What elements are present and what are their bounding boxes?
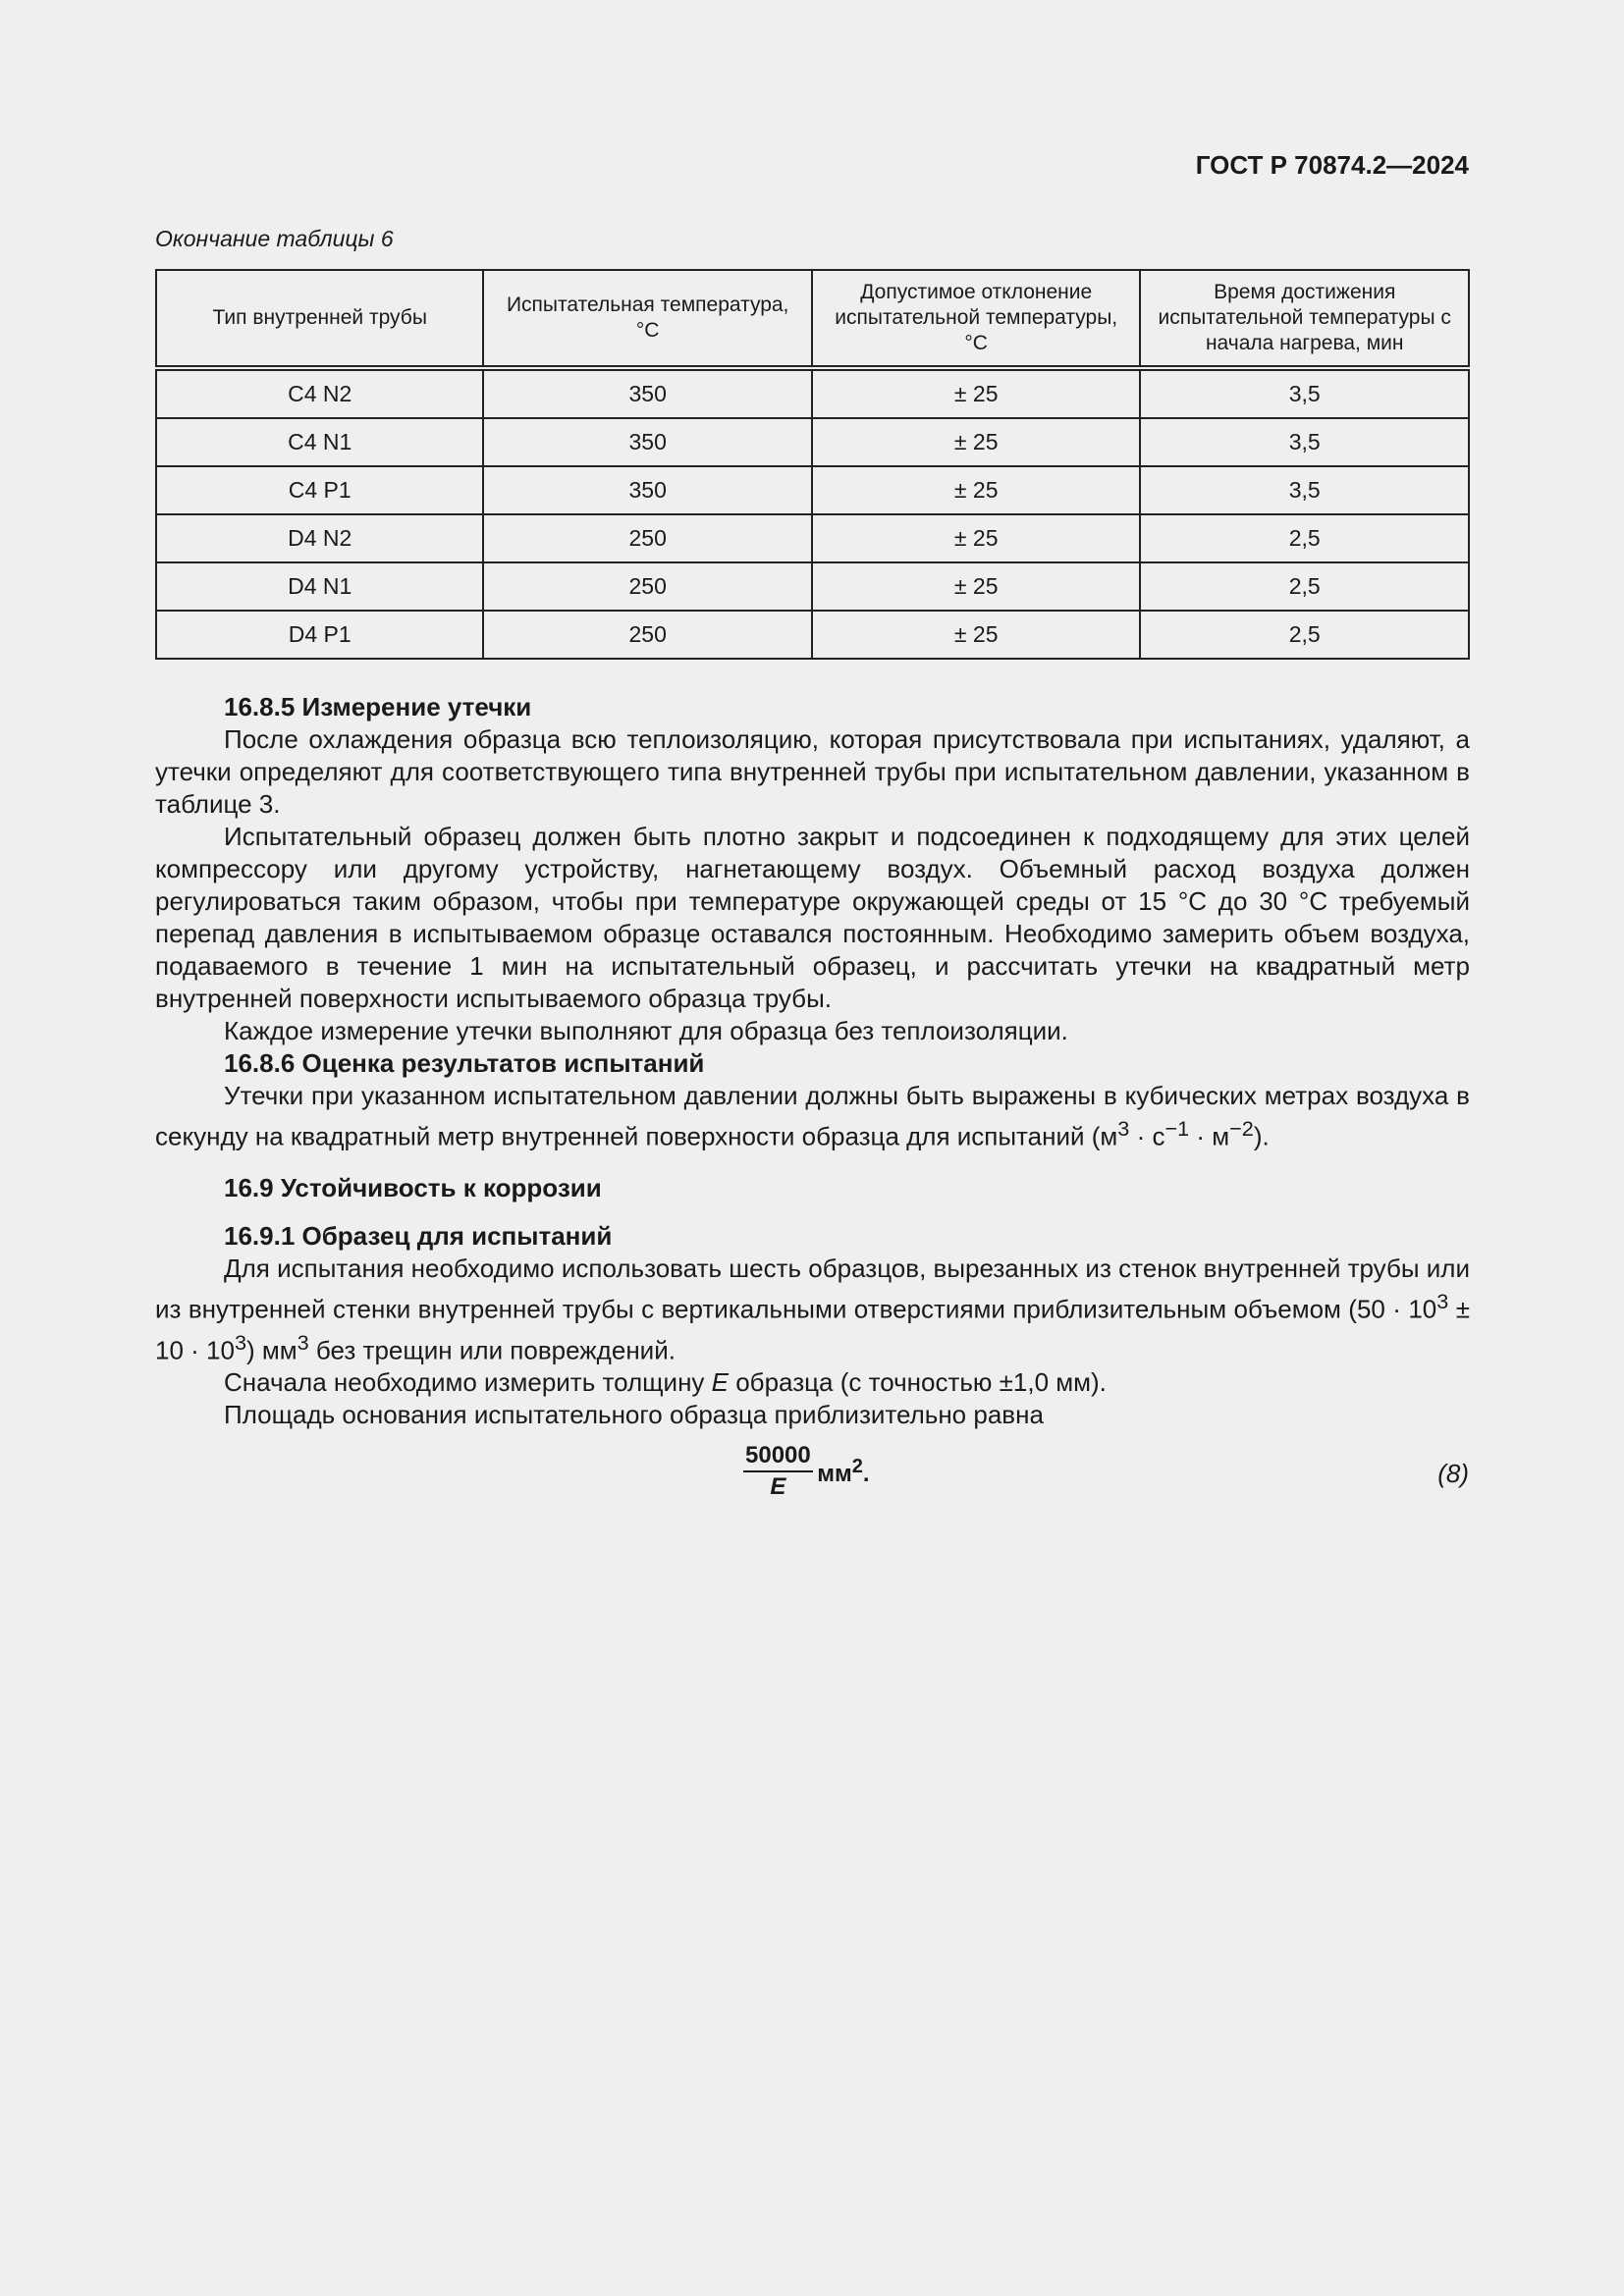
section-16-9 bbox=[155, 1172, 1470, 1204]
table-row bbox=[156, 514, 1469, 562]
table-cell: ± 25 bbox=[812, 418, 1141, 466]
table-cell: 250 bbox=[483, 611, 812, 659]
table-row bbox=[156, 368, 1469, 418]
paragraph: Утечки при указанном испытательном давлении должны быть выражены в кубических метрах воздуха в секунду на квадратный метр внутренней поверхности образца для испытаний $(м^3 \cdot с^{-1} \cdot м^{-2})$. bbox=[155, 1081, 1470, 1151]
table-cell: 3,5 bbox=[1140, 466, 1469, 514]
table-row bbox=[156, 562, 1469, 611]
table-cell: ± 25 bbox=[812, 611, 1141, 659]
table-6 bbox=[155, 269, 1470, 660]
table-header-row bbox=[156, 270, 1469, 368]
table-cell: D4 N1 bbox=[156, 562, 483, 611]
table-cell: 350 bbox=[483, 466, 812, 514]
table-cell: C4 P1 bbox=[156, 466, 483, 514]
section-16-8-5 bbox=[155, 691, 1470, 1153]
paragraph: Площадь основания испытательного образца приблизительно равна bbox=[224, 1400, 1044, 1430]
table-cell: 2,5 bbox=[1140, 611, 1469, 659]
table-cell: D4 N2 bbox=[156, 514, 483, 562]
table-row bbox=[156, 418, 1469, 466]
formula-8: $\frac{50000}{E}$ $мм^2$. bbox=[745, 1442, 870, 1500]
paragraph: Каждое измерение утечки выполняют для образца без теплоизоляции. bbox=[224, 1016, 1068, 1045]
section-heading: 16.8.6 Оценка результатов испытаний bbox=[224, 1048, 705, 1078]
table-cell: 350 bbox=[483, 368, 812, 418]
table-cell: 350 bbox=[483, 418, 812, 466]
table-cell: 3,5 bbox=[1140, 368, 1469, 418]
table-cell: 250 bbox=[483, 562, 812, 611]
section-heading: 16.8.5 Измерение утечки bbox=[224, 692, 532, 721]
paragraph: Сначала необходимо измерить толщину E образца (с точностью ±1,0 мм). bbox=[224, 1367, 1107, 1398]
document-code: ГОСТ Р 70874.2—2024 bbox=[1195, 150, 1469, 180]
table-cell: ± 25 bbox=[812, 466, 1141, 514]
table-cell: 2,5 bbox=[1140, 562, 1469, 611]
paragraph: Испытательный образец должен быть плотно закрыт и подсоединен к подходящему для этих целей компрессору или другому устройству, нагнетающему воздух. Объемный расход воздуха должен регулироваться таким образом, чтобы при температуре окружающей среды от 15 °С до 30 °С требуемый перепад давления в испытываемом образце оставался постоянным. Необходимо замерить объем воздуха, подаваемого в течение 1 мин на испытательный образец, и рассчитать утечки на квадратный метр внутренней поверхности испытываемого образца трубы. bbox=[155, 822, 1470, 1013]
fraction: $\frac{50000}{E}$ bbox=[745, 1442, 811, 1500]
table-header-cell: Время достижения испытательной температуры с начала нагрева, мин bbox=[1140, 270, 1469, 368]
table-cell: C4 N1 bbox=[156, 418, 483, 466]
table-cell: C4 N2 bbox=[156, 368, 483, 418]
table-cell: 250 bbox=[483, 514, 812, 562]
table-header-cell: Допустимое отклонение испытательной температуры, °С bbox=[812, 270, 1141, 368]
table-row bbox=[156, 466, 1469, 514]
table-row bbox=[156, 611, 1469, 659]
table-cell: ± 25 bbox=[812, 562, 1141, 611]
table-header-cell: Тип внутренней трубы bbox=[156, 270, 483, 368]
table-cell: ± 25 bbox=[812, 514, 1141, 562]
table-cell: ± 25 bbox=[812, 368, 1141, 418]
table-cell: 2,5 bbox=[1140, 514, 1469, 562]
paragraph: Для испытания необходимо использовать шесть образцов, вырезанных из стенок внутренней трубы или из внутренней стенки внутренней трубы с вертикальными отверстиями приблизительным объемом $(50 \cdot 10^3 \pm 10 \cdot 10^3)$ $мм^3$ без трещин или повреждений. bbox=[155, 1254, 1470, 1365]
table-cell: D4 P1 bbox=[156, 611, 483, 659]
section-heading: 16.9.1 Образец для испытаний bbox=[224, 1221, 613, 1251]
section-16-9-1 bbox=[155, 1220, 1470, 1431]
section-heading: 16.9 Устойчивость к коррозии bbox=[224, 1173, 602, 1202]
paragraph: После охлаждения образца всю теплоизоляцию, которая присутствовала при испытаниях, удаляют, а утечки определяют для соответствующего типа внутренней трубы при испытательном давлении, указанном в таблице 3. bbox=[155, 724, 1470, 819]
table-caption: Окончание таблицы 6 bbox=[155, 226, 394, 251]
table-cell: 3,5 bbox=[1140, 418, 1469, 466]
table-header-cell: Испытательная температура, °С bbox=[483, 270, 812, 368]
formula-number: (8) bbox=[1437, 1459, 1469, 1488]
